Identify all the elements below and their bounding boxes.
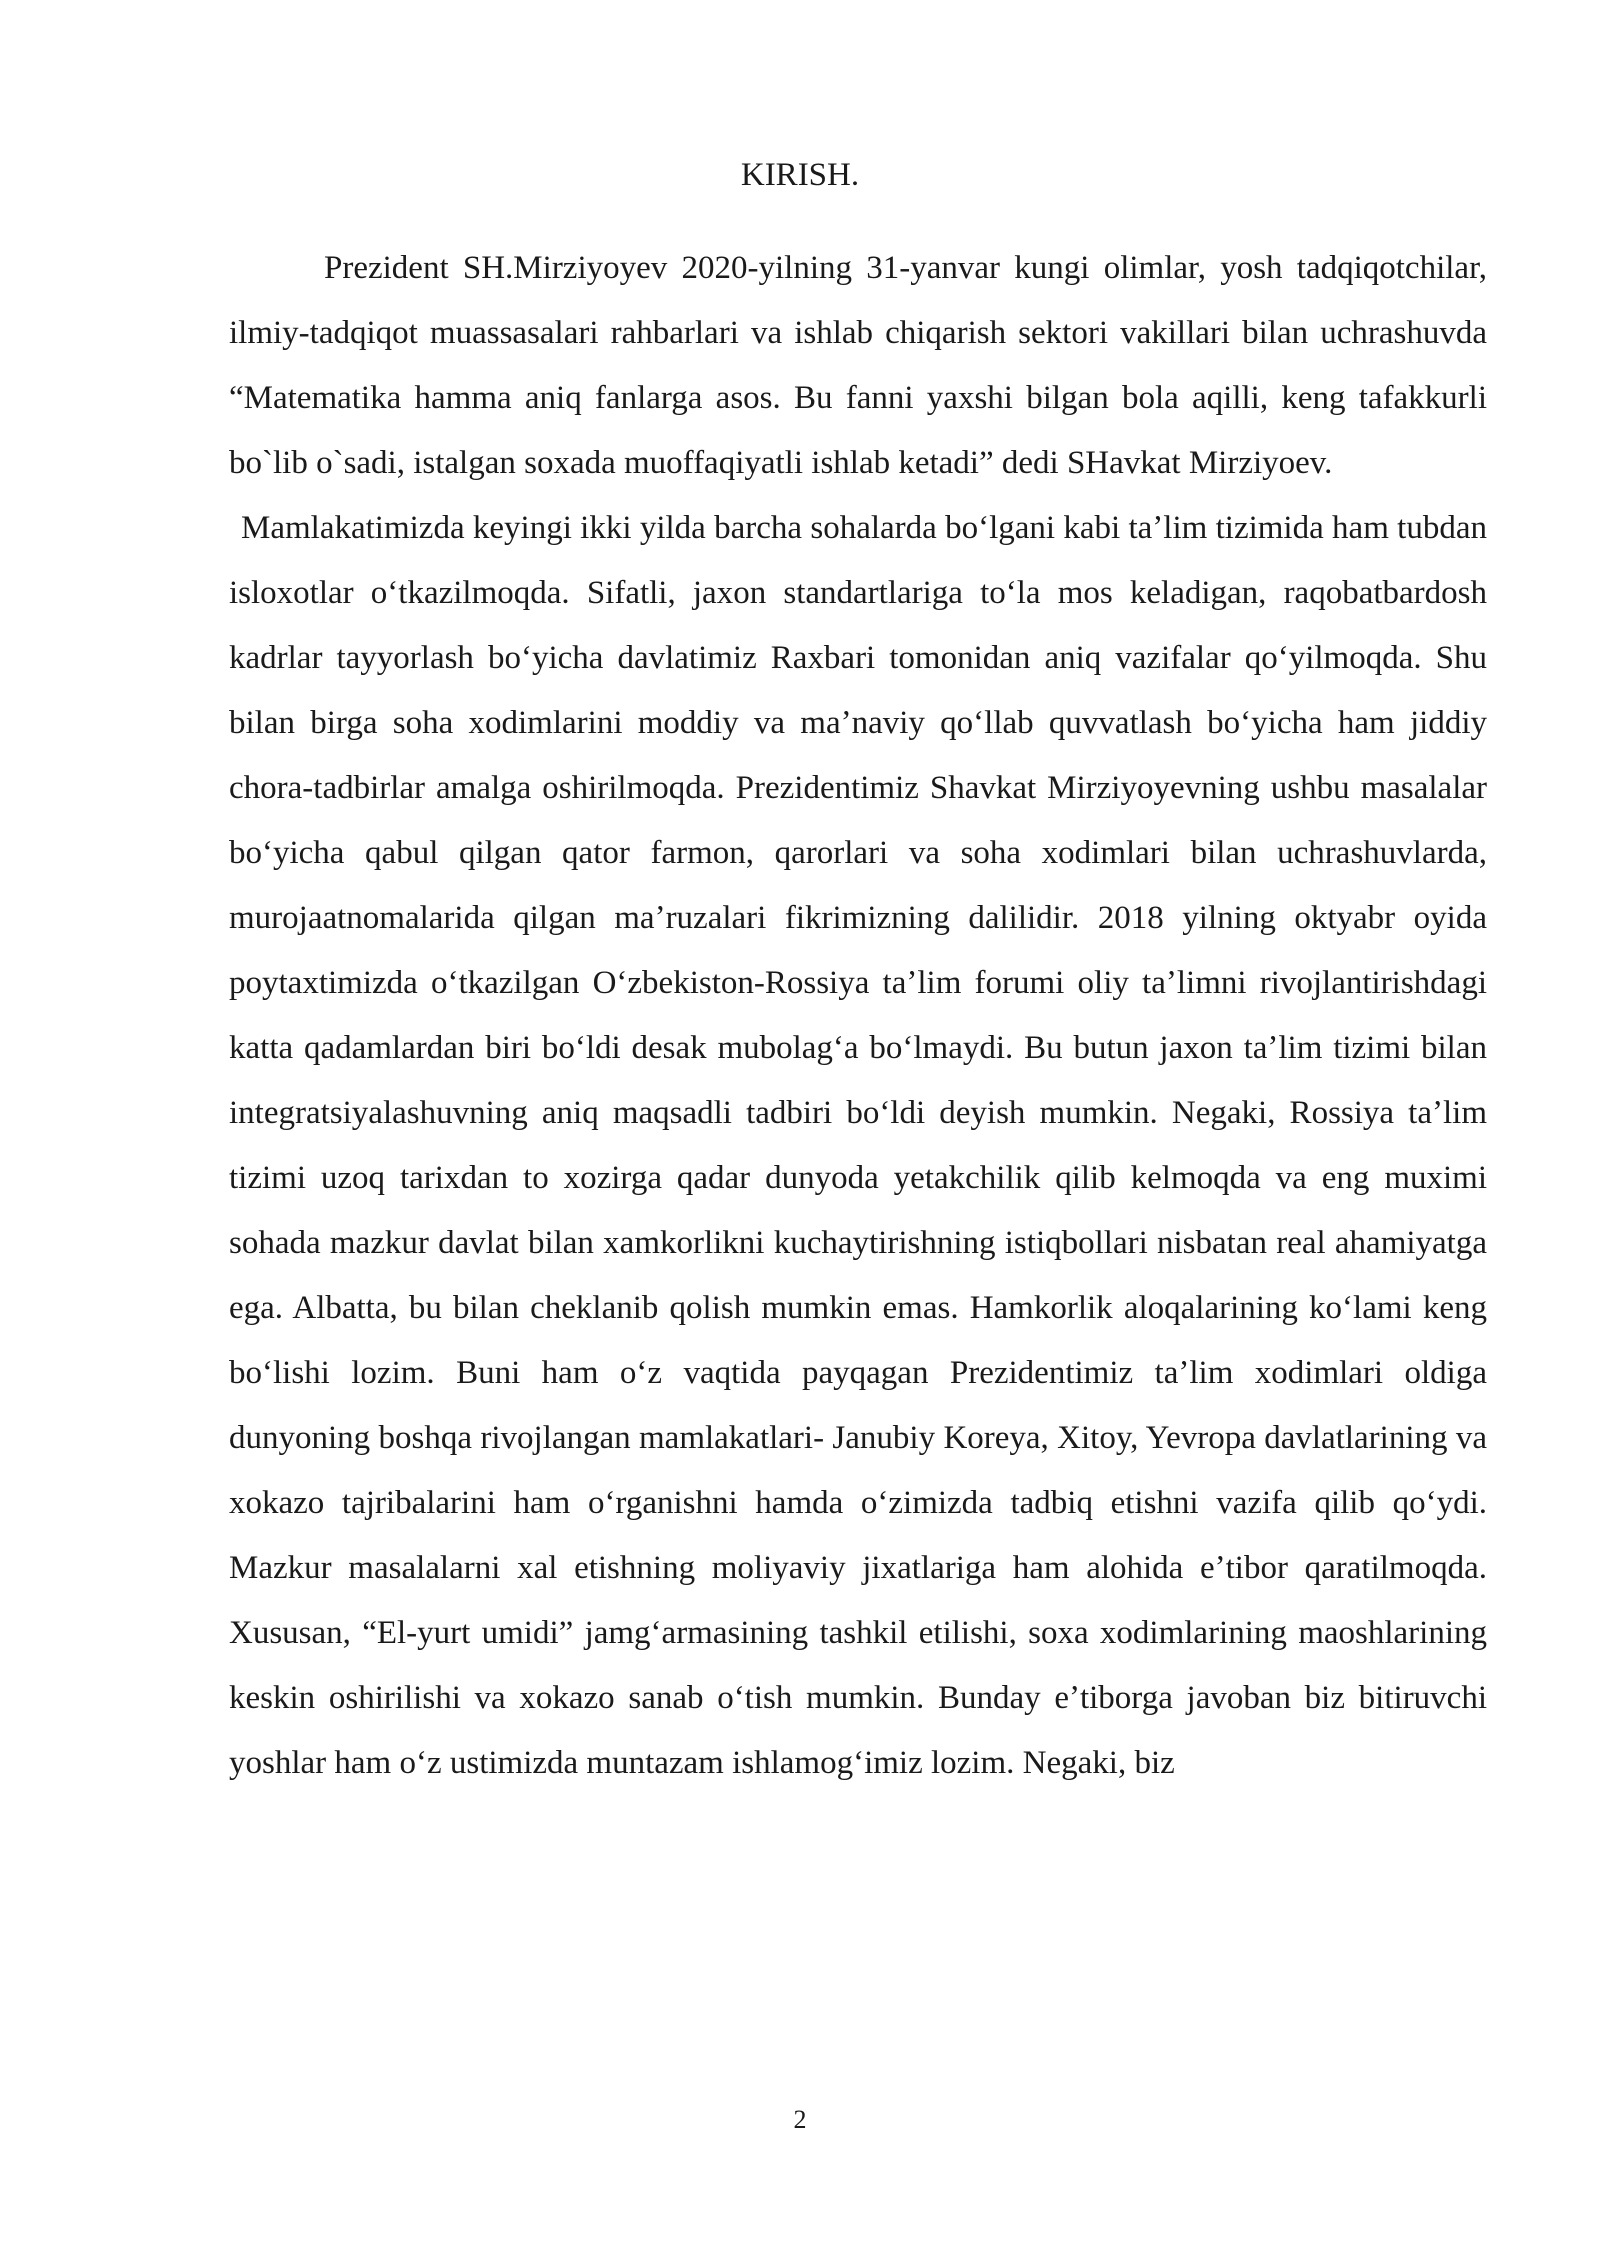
section-heading: KIRISH. [740, 157, 860, 193]
body-text [229, 236, 1487, 1796]
paragraph-main: Mamlakatimizda keyingi ikki yilda barcha sohalarda boʻlgani kabi taʼlim tizimida ham tubdan isloxotlar oʻtkazilmoqda. Sifatli, jaxon standartlariga toʻla mos keladigan, raqobatbardosh kadrlar tayyorlash boʻyicha davlatimiz Raxbari tomonidan aniq vazifalar qoʻyilmoqda. Shu bilan birga soha xodimlarini moddiy va maʼnaviy qoʻllab quvvatlash boʻyicha ham jiddiy chora-tadbirlar amalga oshirilmoqda. Prezidentimiz Shavkat Mirziyoyevning ushbu masalalar boʻyicha qabul qilgan qator farmon, qarorlari va soha xodimlari bilan uchrashuvlarda, murojaatnomalarida qilgan maʼruzalari fikrimizning dalilidir. 2018 yilning oktyabr oyida poytaxtimizda oʻtkazilgan Oʻzbekiston-Rossiya taʼlim forumi oliy taʼlimni rivojlantirishdagi katta qadamlardan biri boʻldi desak mubolagʻa boʻlmaydi. Bu butun jaxon taʼlim tizimi bilan integratsiyalashuvning aniq maqsadli tadbiri boʻldi deyish mumkin. Negaki, Rossiya taʼlim tizimi uzoq tarixdan to xozirga qadar dunyoda yetakchilik qilib kelmoqda va eng muximi sohada mazkur davlat bilan xamkorlikni kuchaytirishning istiqbollari nisbatan real ahamiyatga ega. Albatta, bu bilan cheklanib qolish mumkin emas. Hamkorlik aloqalarining koʻlami keng boʻlishi lozim. Buni ham oʻz vaqtida payqagan Prezidentimiz taʼlim xodimlari oldiga dunyoning boshqa rivojlangan mamlakatlari- Janubiy Koreya, Xitoy, Yevropa davlatlarining va xokazo tajribalarini ham oʻrganishni hamda oʻzimizda tadbiq etishni vazifa qilib qoʻydi. Mazkur masalalarni xal etishning moliyaviy jixatlariga ham alohida eʼtibor qaratilmoqda. Xususan, “El-yurt umidi” jamgʻarmasining tashkil etilishi, soxa xodimlarining maoshlarining keskin oshirilishi va xokazo sanab oʻtish mumkin. Bunday eʼtiborga javoban biz bitiruvchi yoshlar ham oʻz ustimizda muntazam ishlamogʻimiz lozim. Negaki, biz [229, 510, 1487, 1781]
paragraph-intro: Prezident SH.Mirziyoyev 2020-yilning 31-yanvar kungi olimlar, yosh tadqiqotchilar, ilmiy-tadqiqot muassasalari rahbarlari va ishlab chiqarish sektori vakillari bilan uchrashuvda “Matematika hamma aniq fanlarga asos. Bu fanni yaxshi bilgan bola aqilli, keng tafakkurli bo`lib o`sadi, istalgan soxada muoffaqiyatli ishlab ketadi” dedi SHavkat Mirziyoev. [229, 250, 1487, 481]
page-number: 2 [793, 2105, 807, 2134]
